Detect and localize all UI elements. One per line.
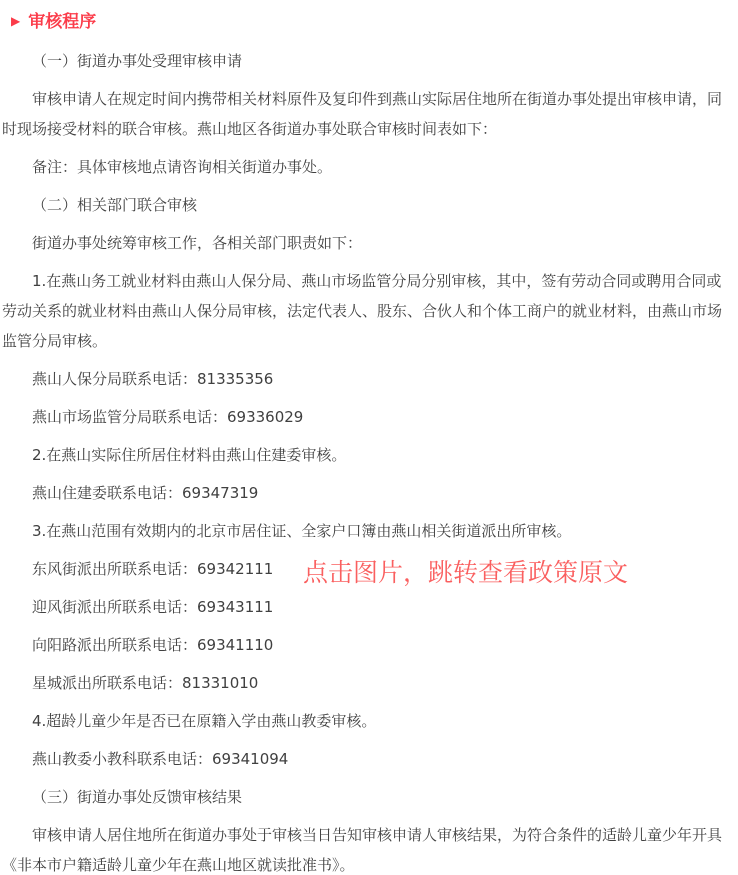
subsection-3-heading: （三）街道办事处反馈审核结果 xyxy=(32,788,243,806)
item-3-permit-review: 3.在燕山范围有效期内的北京市居住证、全家户口簿由燕山相关街道派出所审核。 xyxy=(32,522,572,540)
para-application-process: 审核申请人在规定时间内携带相关材料原件及复印件到燕山实际居住地所在街道办事处提出审核申请，同时现场接受材料的联合审核。燕山地区各街道办事处联合审核时间表如下： xyxy=(2,90,723,138)
subsection-2-heading: （二）相关部门联合审核 xyxy=(32,196,198,214)
article-body xyxy=(2,46,736,875)
item-1-employment-review: 1.在燕山务工就业材料由燕山人保分局、燕山市场监管分局分别审核，其中，签有劳动合同或聘用合同或劳动关系的就业材料由燕山人保分局审核，法定代表人、股东、合伙人和个体工商户的就业材料，由燕山市场监管分局审核。 xyxy=(2,272,723,350)
note-line: 备注：具体审核地点请咨询相关街道办事处。 xyxy=(32,158,333,176)
subsection-1-heading: （一）街道办事处受理审核申请 xyxy=(32,52,243,70)
phone-line-education-committee: 燕山教委小教科联系电话：69341094 xyxy=(32,750,289,768)
phone-line-xiangyang-road-station: 向阳路派出所联系电话：69341110 xyxy=(32,636,274,654)
para-feedback-result: 审核申请人居住地所在街道办事处于审核当日告知审核申请人审核结果，为符合条件的适龄儿童少年开具《非本市户籍适龄儿童少年在燕山地区就读批准书》。 xyxy=(2,826,723,874)
phone-line-xingcheng-station: 星城派出所联系电话：81331010 xyxy=(32,674,259,692)
phone-line-yingfeng-street-station: 迎风街派出所联系电话：69343111 xyxy=(32,598,274,616)
section-heading xyxy=(11,10,736,34)
phone-line-market-regulation-bureau: 燕山市场监管分局联系电话：69336029 xyxy=(32,408,304,426)
phone-line-housing-committee: 燕山住建委联系电话：69347319 xyxy=(32,484,259,502)
item-2-residence-review: 2.在燕山实际住所居住材料由燕山住建委审核。 xyxy=(32,446,347,464)
item-4-overage-children-review: 4.超龄儿童少年是否已在原籍入学由燕山教委审核。 xyxy=(32,712,377,730)
phone-line-dongfeng-street-station: 东风街派出所联系电话：69342111 xyxy=(32,560,274,578)
triangle-bullet-icon: ▶ xyxy=(11,14,21,28)
para-duties-intro: 街道办事处统筹审核工作，各相关部门职责如下： xyxy=(32,234,363,252)
section-heading-label: 审核程序 xyxy=(28,12,97,32)
phone-line-renbao-bureau: 燕山人保分局联系电话：81335356 xyxy=(32,370,274,388)
overlay-image-link[interactable]: 点击图片，跳转查看政策原文 xyxy=(303,558,629,587)
